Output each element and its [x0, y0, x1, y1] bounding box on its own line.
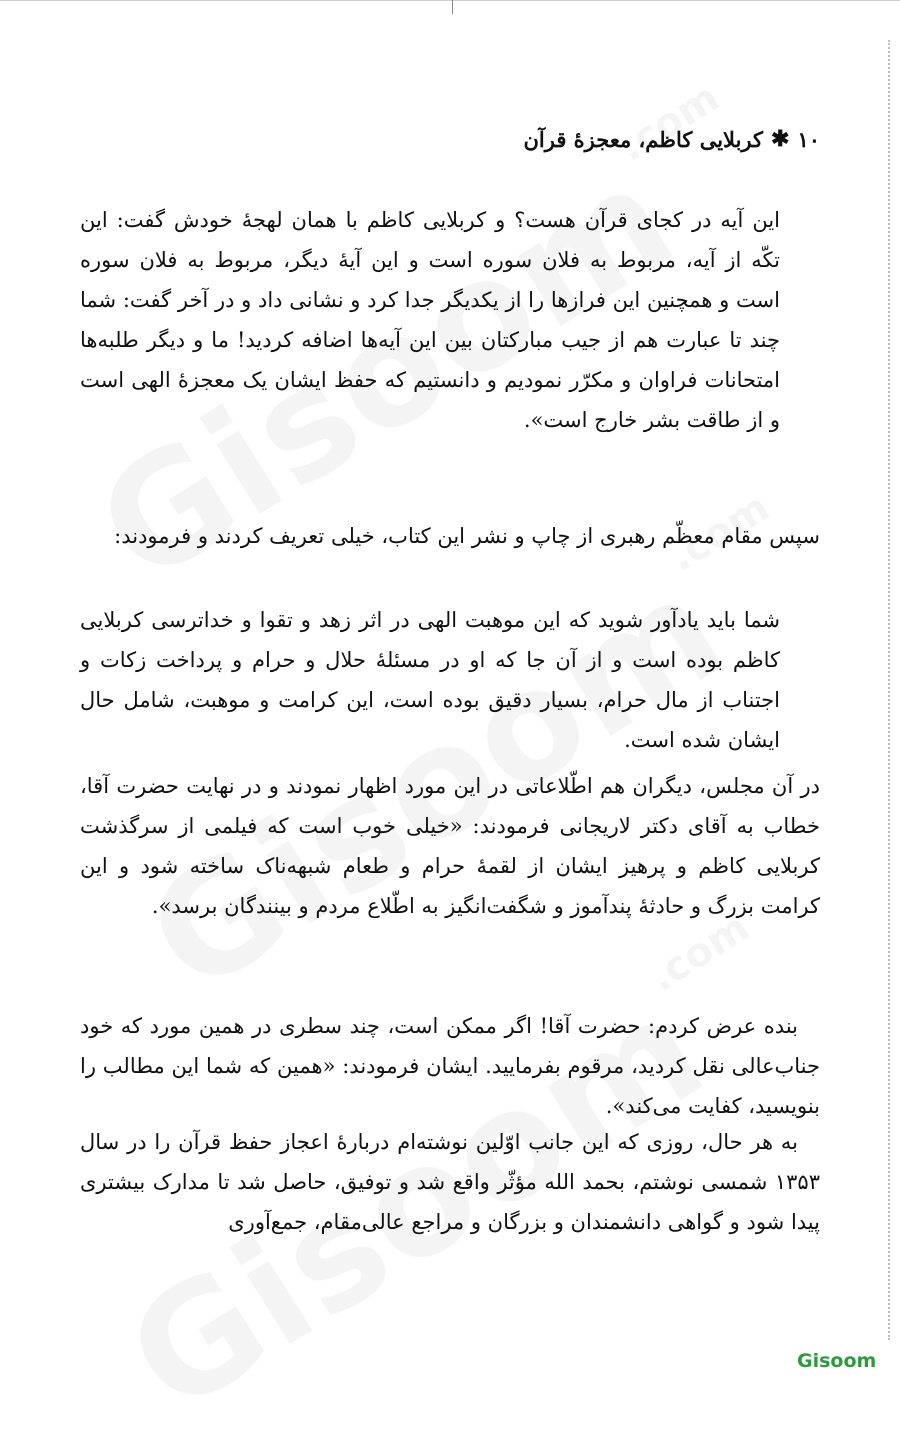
book-page: [80, 0, 820, 1378]
page-number: ۱۰: [797, 126, 820, 152]
running-title: کربلایی کاظم، معجزهٔ قرآن: [523, 126, 763, 152]
right-margin-dots: [888, 40, 890, 1340]
paragraph-1: سپس مقام معظّم رهبری از چاپ و نشر این کتاب، خیلی تعریف کردند و فرمودند:: [114, 524, 820, 548]
quote-block-2: شما باید یادآور شوید که این موهبت الهی در اثر زهد و تقوا و خداترسی کربلایی کاظم بوده است و از آن جا که او در مسئلهٔ حلال و حرام و پرداخت زکات و اجتناب از مال حرام، بسیار دقیق بوده است، این کرامت و موهبت، شامل حال ایشان شده است.: [80, 608, 780, 752]
star-ornament-icon: ✱: [771, 126, 790, 152]
paragraph-4: به هر حال، روزی که این جانب اوّلین نوشته‌ام دربارهٔ اعجاز حفظ قرآن را در سال ۱۳۵۳ شمسی نوشتم، بحمد الله مؤثّر واقع شد و توفیق، حاصل شد تا مدارک بیشتری پیدا شود و گواهی دانشمندان و بزرگان و مراجع عالی‌مقام، جمع‌آوری: [80, 1130, 820, 1234]
quote-block-1: این آیه در کجای قرآن هست؟ و کربلایی کاظم با همان لهجهٔ خودش گفت: این تکّه از آیه، مربوط به فلان سوره است و این آیهٔ دیگر، مربوط به فلان سوره است و همچنین این فرازها را از یکدیگر جدا کرد و نشانی داد و در آخر گفت: شما چند تا عبارت هم از جیب مبارکتان بین این آیه‌ها اضافه کردید! ما و دیگر طلبه‌ها امتحانات فراوان و مکرّر نمودیم و دانستیم که حفظ ایشان یک معجزهٔ الهی است و از طاقت بشر خارج است».: [80, 208, 780, 432]
page-header: [80, 126, 820, 152]
paragraph-2: در آن مجلس، دیگران هم اطّلاعاتی در این مورد اظهار نمودند و در نهایت حضرت آقا، خطاب به آقای دکتر لاریجانی فرمودند: «خیلی خوب است که فیلمی از سرگذشت کربلایی کاظم و پرهیز ایشان از لقمهٔ حرام و طعام شبهه‌ناک ساخته شود و این کرامت بزرگ و حادثهٔ پندآموز و شگفت‌انگیز به اطّلاع مردم و بینندگان برسد».: [80, 774, 820, 918]
gisoom-logo: Gisoom: [797, 1350, 877, 1372]
paragraph-3: بنده عرض کردم: حضرت آقا! اگر ممکن است، چند سطری در همین مورد که خود جناب‌عالی نقل کردید، مرقوم بفرمایید. ایشان فرمودند: «همین که شما این مطالب را بنویسید، کفایت می‌کند».: [80, 1014, 820, 1118]
